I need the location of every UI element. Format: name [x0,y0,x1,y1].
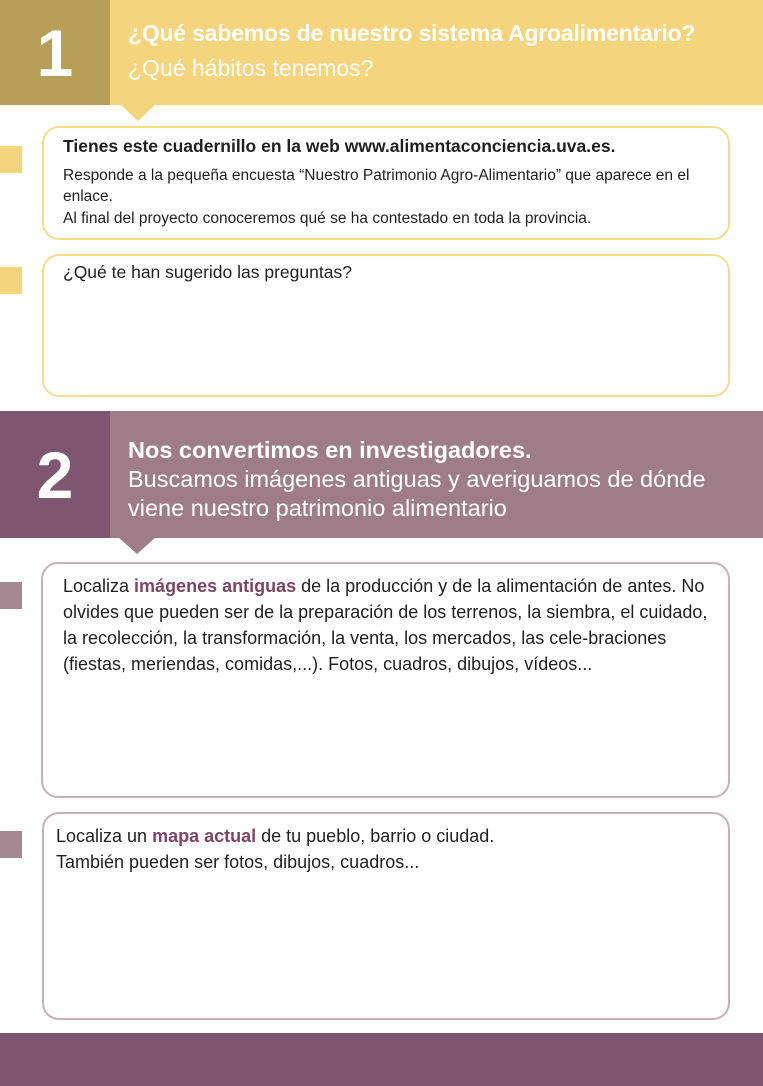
old-images-prefix: Localiza [63,576,135,596]
current-map-prefix: Localiza un [56,826,153,846]
box-3-marker [0,582,22,609]
footer-band [0,1033,763,1086]
current-map-text: de tu pueblo, barrio o ciudad. [256,826,495,846]
section-2-number: 2 [36,437,74,512]
section-1-number: 1 [36,15,74,90]
website-instruction: Tienes este cuadernillo en la web www.alimentaconciencia.uva.es. [63,136,616,156]
question-prompt: ¿Qué te han sugerido las preguntas? [63,262,352,282]
old-images-highlight: imágenes antiguas [134,576,297,596]
instructions-box [42,126,730,240]
current-map-line2: También pueden ser fotos, dibujos, cuadros... [56,852,420,872]
section-1-title: ¿Qué sabemos de nuestro sistema Agroalimentario? [128,20,696,46]
answer-box-old-images[interactable] [41,562,730,798]
section-2-title: Nos convertimos en investigadores. [128,437,532,463]
section-2-header [110,411,763,538]
current-map-instruction [56,823,716,875]
box-1-marker [0,146,22,173]
section-1-header-pointer [120,104,156,121]
answer-box-questions[interactable] [42,254,730,397]
section-2-number-block [0,411,110,538]
box-4-marker [0,831,22,858]
section-1-number-block [0,0,110,105]
survey-instruction: Responde a la pequeña encuesta “Nuestro Patrimonio Agro-Alimentario” que aparece en el enlace. [63,167,690,205]
section-2-subtitle: Buscamos imágenes antiguas y averiguamos de dónde viene nuestro patrimonio alimentario [128,466,706,521]
old-images-instruction [63,573,723,677]
current-map-highlight: mapa actual [152,826,257,846]
results-note: Al final del proyecto conoceremos qué se ha contestado en toda la provincia. [63,210,592,227]
section-1-header [110,0,763,105]
box-2-marker [0,267,22,294]
answer-box-current-map[interactable] [42,812,730,1020]
section-2-header-pointer [118,537,156,554]
section-1-subtitle: ¿Qué hábitos tenemos? [128,55,374,81]
old-images-text: de la producción y de la alimentación de antes. No olvides que pueden ser de la preparación de los terrenos, la siembra, el cuidado, la recolección, la transformación, la venta, los mercados, las cele-braciones (fiestas, meriendas, comidas,...). Fotos, cuadros, dibujos, vídeos... [63,576,708,674]
